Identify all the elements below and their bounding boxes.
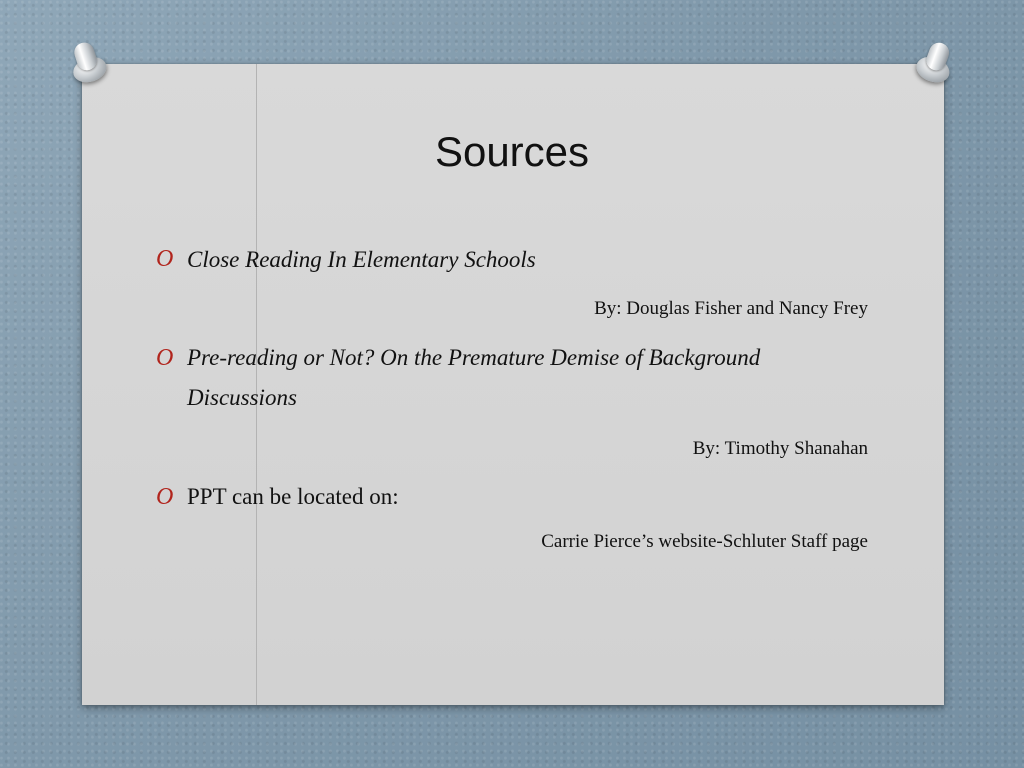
bullet-1-icon: O (156, 246, 174, 272)
location-link: Carrie Pierce’s website-Schluter Staff page (541, 531, 868, 552)
location-text: PPT can be located on: (187, 484, 399, 509)
bullet-3-icon: O (156, 484, 174, 510)
bullet-2-icon: O (156, 345, 174, 371)
source-2-title: Pre-reading or Not? On the Premature Demise of Background Discussions (187, 345, 761, 410)
source-2-byline: By: Timothy Shanahan (692, 438, 868, 459)
source-1-title: Close Reading In Elementary Schools (187, 247, 536, 272)
slide-title: Sources (434, 128, 590, 175)
source-1-byline: By: Douglas Fisher and Nancy Frey (594, 298, 868, 319)
